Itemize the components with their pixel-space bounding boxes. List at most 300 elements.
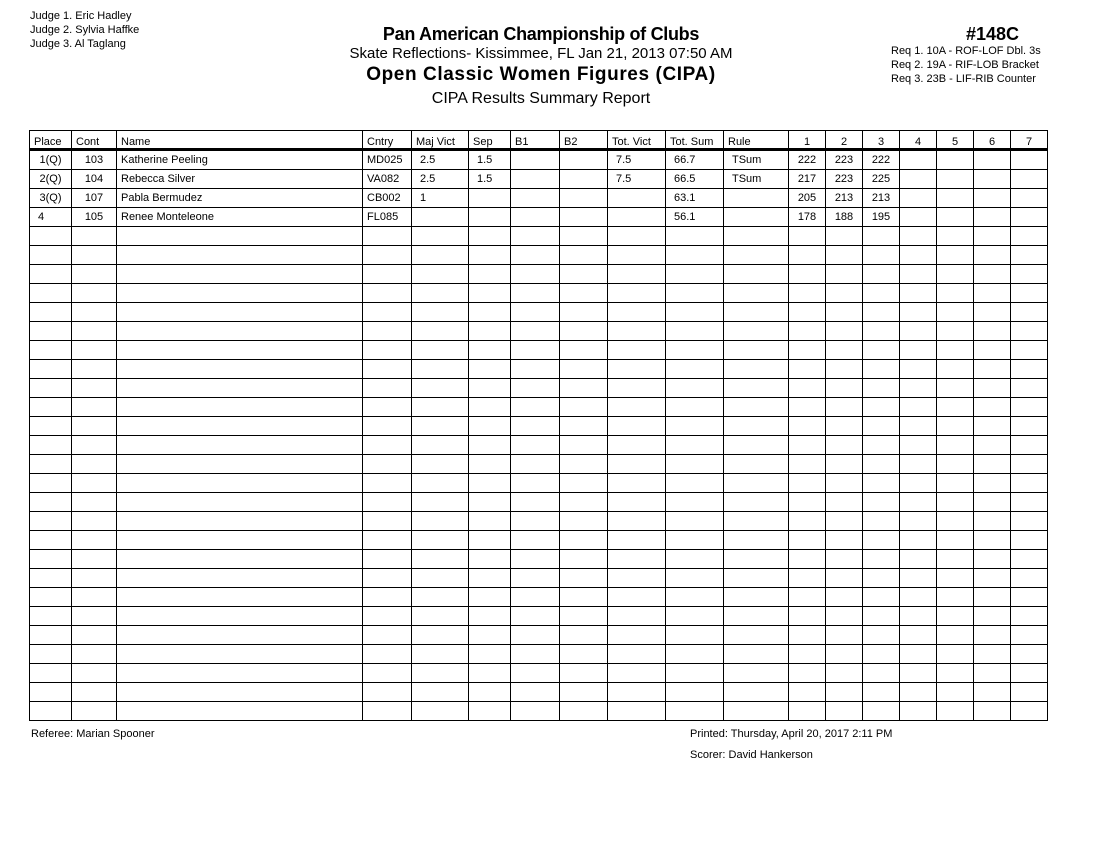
empty-cell <box>900 417 937 436</box>
empty-cell <box>666 265 724 284</box>
empty-cell <box>560 398 608 417</box>
empty-cell <box>724 341 789 360</box>
empty-cell <box>900 455 937 474</box>
empty-cell <box>72 664 117 683</box>
empty-cell <box>789 284 826 303</box>
empty-cell <box>666 436 724 455</box>
empty-cell <box>724 550 789 569</box>
table-row-empty <box>30 569 1048 588</box>
empty-cell <box>789 474 826 493</box>
requirement-3: Req 3. 23B - LIF-RIB Counter <box>891 73 1036 85</box>
empty-cell <box>900 626 937 645</box>
empty-cell <box>511 284 560 303</box>
empty-cell <box>560 246 608 265</box>
empty-cell <box>1011 227 1048 246</box>
empty-cell <box>608 493 666 512</box>
empty-cell <box>560 417 608 436</box>
cell-score-3: 225 <box>863 170 900 189</box>
table-row-empty <box>30 227 1048 246</box>
table-row <box>30 170 1048 189</box>
empty-cell <box>511 322 560 341</box>
empty-cell <box>30 531 72 550</box>
empty-cell <box>863 341 900 360</box>
empty-cell <box>511 512 560 531</box>
cell-tot-vict: 7.5 <box>608 150 666 170</box>
empty-cell <box>863 512 900 531</box>
empty-cell <box>789 607 826 626</box>
empty-cell <box>863 379 900 398</box>
empty-cell <box>511 246 560 265</box>
cell-place: 2(Q) <box>30 170 72 189</box>
empty-cell <box>30 607 72 626</box>
empty-cell <box>789 645 826 664</box>
empty-cell <box>608 284 666 303</box>
empty-cell <box>789 360 826 379</box>
empty-cell <box>863 322 900 341</box>
cell-rule: TSum <box>724 170 789 189</box>
cell-maj-vict <box>412 208 469 227</box>
empty-cell <box>974 474 1011 493</box>
empty-cell <box>666 379 724 398</box>
empty-cell <box>560 512 608 531</box>
empty-cell <box>724 607 789 626</box>
empty-cell <box>937 550 974 569</box>
empty-cell <box>789 303 826 322</box>
empty-cell <box>608 702 666 721</box>
empty-cell <box>974 702 1011 721</box>
empty-cell <box>608 683 666 702</box>
table-row-empty <box>30 607 1048 626</box>
empty-cell <box>863 265 900 284</box>
empty-cell <box>72 436 117 455</box>
empty-cell <box>117 341 363 360</box>
empty-cell <box>469 531 511 550</box>
cell-maj-vict: 2.5 <box>412 150 469 170</box>
empty-cell <box>900 227 937 246</box>
cell-score-3: 222 <box>863 150 900 170</box>
cell-score-7 <box>1011 150 1048 170</box>
empty-cell <box>363 531 412 550</box>
empty-cell <box>560 550 608 569</box>
empty-cell <box>974 379 1011 398</box>
empty-cell <box>666 493 724 512</box>
empty-cell <box>608 645 666 664</box>
empty-cell <box>608 265 666 284</box>
empty-cell <box>412 455 469 474</box>
empty-cell <box>724 683 789 702</box>
empty-cell <box>826 417 863 436</box>
empty-cell <box>560 588 608 607</box>
empty-cell <box>826 398 863 417</box>
empty-cell <box>1011 360 1048 379</box>
empty-cell <box>900 436 937 455</box>
empty-cell <box>363 303 412 322</box>
empty-cell <box>511 702 560 721</box>
empty-cell <box>826 227 863 246</box>
empty-cell <box>1011 341 1048 360</box>
empty-cell <box>666 531 724 550</box>
empty-cell <box>72 398 117 417</box>
empty-cell <box>469 550 511 569</box>
cell-maj-vict: 1 <box>412 189 469 208</box>
empty-cell <box>974 588 1011 607</box>
empty-cell <box>789 436 826 455</box>
judge-1: Judge 1. Eric Hadley <box>30 10 132 22</box>
table-row-empty <box>30 341 1048 360</box>
empty-cell <box>724 645 789 664</box>
table-row-empty <box>30 246 1048 265</box>
empty-cell <box>363 550 412 569</box>
table-row-empty <box>30 265 1048 284</box>
empty-cell <box>72 607 117 626</box>
requirement-2: Req 2. 19A - RIF-LOB Bracket <box>891 59 1039 71</box>
col-header-judge-2: 2 <box>826 131 863 150</box>
empty-cell <box>117 664 363 683</box>
cell-score-5 <box>937 208 974 227</box>
empty-cell <box>724 588 789 607</box>
empty-cell <box>608 379 666 398</box>
empty-cell <box>30 322 72 341</box>
empty-cell <box>1011 246 1048 265</box>
empty-cell <box>826 569 863 588</box>
cell-tot-sum: 56.1 <box>666 208 724 227</box>
empty-cell <box>117 360 363 379</box>
empty-cell <box>30 303 72 322</box>
empty-cell <box>117 436 363 455</box>
empty-cell <box>724 322 789 341</box>
empty-cell <box>117 512 363 531</box>
empty-cell <box>72 341 117 360</box>
empty-cell <box>30 550 72 569</box>
empty-cell <box>511 398 560 417</box>
empty-cell <box>30 265 72 284</box>
empty-cell <box>900 341 937 360</box>
empty-cell <box>666 683 724 702</box>
empty-cell <box>863 607 900 626</box>
empty-cell <box>469 436 511 455</box>
empty-cell <box>469 227 511 246</box>
empty-cell <box>937 493 974 512</box>
empty-cell <box>1011 550 1048 569</box>
empty-cell <box>412 607 469 626</box>
empty-cell <box>900 683 937 702</box>
empty-cell <box>666 588 724 607</box>
empty-cell <box>724 398 789 417</box>
empty-cell <box>363 284 412 303</box>
empty-cell <box>826 645 863 664</box>
empty-cell <box>1011 436 1048 455</box>
empty-cell <box>789 265 826 284</box>
empty-cell <box>826 588 863 607</box>
empty-cell <box>30 284 72 303</box>
empty-cell <box>1011 284 1048 303</box>
cell-score-1: 205 <box>789 189 826 208</box>
empty-cell <box>511 303 560 322</box>
empty-cell <box>937 246 974 265</box>
empty-cell <box>469 246 511 265</box>
empty-cell <box>974 683 1011 702</box>
empty-cell <box>974 398 1011 417</box>
empty-cell <box>608 588 666 607</box>
cell-score-2: 223 <box>826 150 863 170</box>
cell-name: Katherine Peeling <box>117 150 363 170</box>
empty-cell <box>469 322 511 341</box>
cell-b1 <box>511 150 560 170</box>
table-row-empty <box>30 303 1048 322</box>
cell-sep: 1.5 <box>469 150 511 170</box>
empty-cell <box>666 303 724 322</box>
empty-cell <box>560 474 608 493</box>
table-row-empty <box>30 531 1048 550</box>
empty-cell <box>363 360 412 379</box>
empty-cell <box>412 341 469 360</box>
empty-cell <box>117 398 363 417</box>
empty-cell <box>511 379 560 398</box>
empty-cell <box>117 246 363 265</box>
empty-cell <box>1011 474 1048 493</box>
empty-cell <box>469 474 511 493</box>
empty-cell <box>826 531 863 550</box>
empty-cell <box>863 645 900 664</box>
empty-cell <box>72 531 117 550</box>
empty-cell <box>1011 512 1048 531</box>
empty-cell <box>363 683 412 702</box>
empty-cell <box>363 246 412 265</box>
empty-cell <box>30 664 72 683</box>
empty-cell <box>560 645 608 664</box>
empty-cell <box>666 512 724 531</box>
cell-tot-sum: 66.7 <box>666 150 724 170</box>
table-row <box>30 208 1048 227</box>
empty-cell <box>974 303 1011 322</box>
empty-cell <box>974 284 1011 303</box>
report-title: CIPA Results Summary Report <box>431 90 651 107</box>
empty-cell <box>511 455 560 474</box>
empty-cell <box>863 588 900 607</box>
empty-cell <box>560 265 608 284</box>
empty-cell <box>666 284 724 303</box>
table-row-empty <box>30 683 1048 702</box>
empty-cell <box>511 588 560 607</box>
empty-cell <box>117 322 363 341</box>
empty-cell <box>1011 607 1048 626</box>
empty-cell <box>363 474 412 493</box>
empty-cell <box>412 246 469 265</box>
col-header-maj-vict: Maj Vict <box>412 131 469 150</box>
empty-cell <box>363 398 412 417</box>
empty-cell <box>511 436 560 455</box>
empty-cell <box>511 265 560 284</box>
cell-score-3: 195 <box>863 208 900 227</box>
empty-cell <box>863 227 900 246</box>
empty-cell <box>412 417 469 436</box>
empty-cell <box>826 265 863 284</box>
col-header-b2: B2 <box>560 131 608 150</box>
empty-cell <box>560 284 608 303</box>
cell-rule <box>724 208 789 227</box>
empty-cell <box>974 455 1011 474</box>
empty-cell <box>863 417 900 436</box>
empty-cell <box>937 569 974 588</box>
col-header-rule: Rule <box>724 131 789 150</box>
cell-tot-vict <box>608 208 666 227</box>
empty-cell <box>1011 265 1048 284</box>
empty-cell <box>724 493 789 512</box>
table-row-empty <box>30 645 1048 664</box>
empty-cell <box>412 493 469 512</box>
empty-cell <box>72 493 117 512</box>
empty-cell <box>937 531 974 550</box>
empty-cell <box>826 284 863 303</box>
empty-cell <box>511 341 560 360</box>
empty-cell <box>900 607 937 626</box>
empty-cell <box>72 512 117 531</box>
empty-cell <box>826 455 863 474</box>
empty-cell <box>117 303 363 322</box>
empty-cell <box>412 683 469 702</box>
cell-b2 <box>560 170 608 189</box>
empty-cell <box>974 322 1011 341</box>
empty-cell <box>974 607 1011 626</box>
empty-cell <box>724 474 789 493</box>
empty-cell <box>863 683 900 702</box>
empty-cell <box>666 702 724 721</box>
cell-b2 <box>560 208 608 227</box>
col-header-tot-sum: Tot. Sum <box>666 131 724 150</box>
empty-cell <box>724 265 789 284</box>
empty-cell <box>666 569 724 588</box>
empty-cell <box>974 493 1011 512</box>
empty-cell <box>560 531 608 550</box>
results-table <box>29 130 1048 721</box>
empty-cell <box>608 322 666 341</box>
table-row-empty <box>30 284 1048 303</box>
cell-score-1: 222 <box>789 150 826 170</box>
empty-cell <box>937 417 974 436</box>
col-header-judge-1: 1 <box>789 131 826 150</box>
empty-cell <box>789 683 826 702</box>
empty-cell <box>666 455 724 474</box>
empty-cell <box>724 436 789 455</box>
empty-cell <box>900 303 937 322</box>
empty-cell <box>412 398 469 417</box>
empty-cell <box>789 246 826 265</box>
empty-cell <box>1011 626 1048 645</box>
empty-cell <box>117 588 363 607</box>
empty-cell <box>974 645 1011 664</box>
empty-cell <box>863 550 900 569</box>
empty-cell <box>900 246 937 265</box>
empty-cell <box>30 227 72 246</box>
empty-cell <box>560 569 608 588</box>
cell-sep: 1.5 <box>469 170 511 189</box>
empty-cell <box>117 474 363 493</box>
empty-cell <box>974 436 1011 455</box>
table-header-row <box>30 131 1048 150</box>
requirements-list <box>891 44 1041 86</box>
empty-cell <box>412 512 469 531</box>
empty-cell <box>30 512 72 531</box>
table-row <box>30 189 1048 208</box>
cell-rule <box>724 189 789 208</box>
cell-sep <box>469 189 511 208</box>
empty-cell <box>937 379 974 398</box>
empty-cell <box>30 588 72 607</box>
empty-cell <box>511 550 560 569</box>
venue-date: Skate Reflections- Kissimmee, FL Jan 21, 2013 07:50 AM <box>349 45 733 62</box>
empty-cell <box>412 227 469 246</box>
judge-3: Judge 3. Al Taglang <box>30 38 126 50</box>
empty-cell <box>72 322 117 341</box>
empty-cell <box>117 227 363 246</box>
cell-cntry: CB002 <box>363 189 412 208</box>
empty-cell <box>937 512 974 531</box>
empty-cell <box>560 436 608 455</box>
empty-cell <box>117 626 363 645</box>
table-row <box>30 150 1048 170</box>
empty-cell <box>30 398 72 417</box>
empty-cell <box>789 455 826 474</box>
empty-cell <box>469 607 511 626</box>
empty-cell <box>937 227 974 246</box>
empty-cell <box>666 227 724 246</box>
empty-cell <box>72 683 117 702</box>
empty-cell <box>469 398 511 417</box>
empty-cell <box>469 284 511 303</box>
empty-cell <box>72 265 117 284</box>
empty-cell <box>863 303 900 322</box>
empty-cell <box>608 512 666 531</box>
empty-cell <box>900 588 937 607</box>
empty-cell <box>608 341 666 360</box>
empty-cell <box>826 474 863 493</box>
empty-cell <box>863 474 900 493</box>
empty-cell <box>72 360 117 379</box>
empty-cell <box>666 607 724 626</box>
empty-cell <box>608 398 666 417</box>
table-row-empty <box>30 417 1048 436</box>
empty-cell <box>826 626 863 645</box>
empty-cell <box>666 474 724 493</box>
table-row-empty <box>30 512 1048 531</box>
empty-cell <box>412 531 469 550</box>
empty-cell <box>511 493 560 512</box>
cell-score-5 <box>937 170 974 189</box>
empty-cell <box>826 303 863 322</box>
empty-cell <box>469 417 511 436</box>
empty-cell <box>937 398 974 417</box>
empty-cell <box>469 493 511 512</box>
empty-cell <box>30 360 72 379</box>
table-row-empty <box>30 664 1048 683</box>
col-header-b1: B1 <box>511 131 560 150</box>
empty-cell <box>412 569 469 588</box>
cell-score-7 <box>1011 208 1048 227</box>
empty-cell <box>511 645 560 664</box>
empty-cell <box>469 683 511 702</box>
empty-cell <box>937 284 974 303</box>
empty-cell <box>937 265 974 284</box>
empty-cell <box>117 417 363 436</box>
empty-cell <box>724 569 789 588</box>
empty-cell <box>560 626 608 645</box>
cell-score-6 <box>974 170 1011 189</box>
empty-cell <box>117 531 363 550</box>
empty-cell <box>974 512 1011 531</box>
cell-score-5 <box>937 189 974 208</box>
empty-cell <box>469 379 511 398</box>
empty-cell <box>666 322 724 341</box>
